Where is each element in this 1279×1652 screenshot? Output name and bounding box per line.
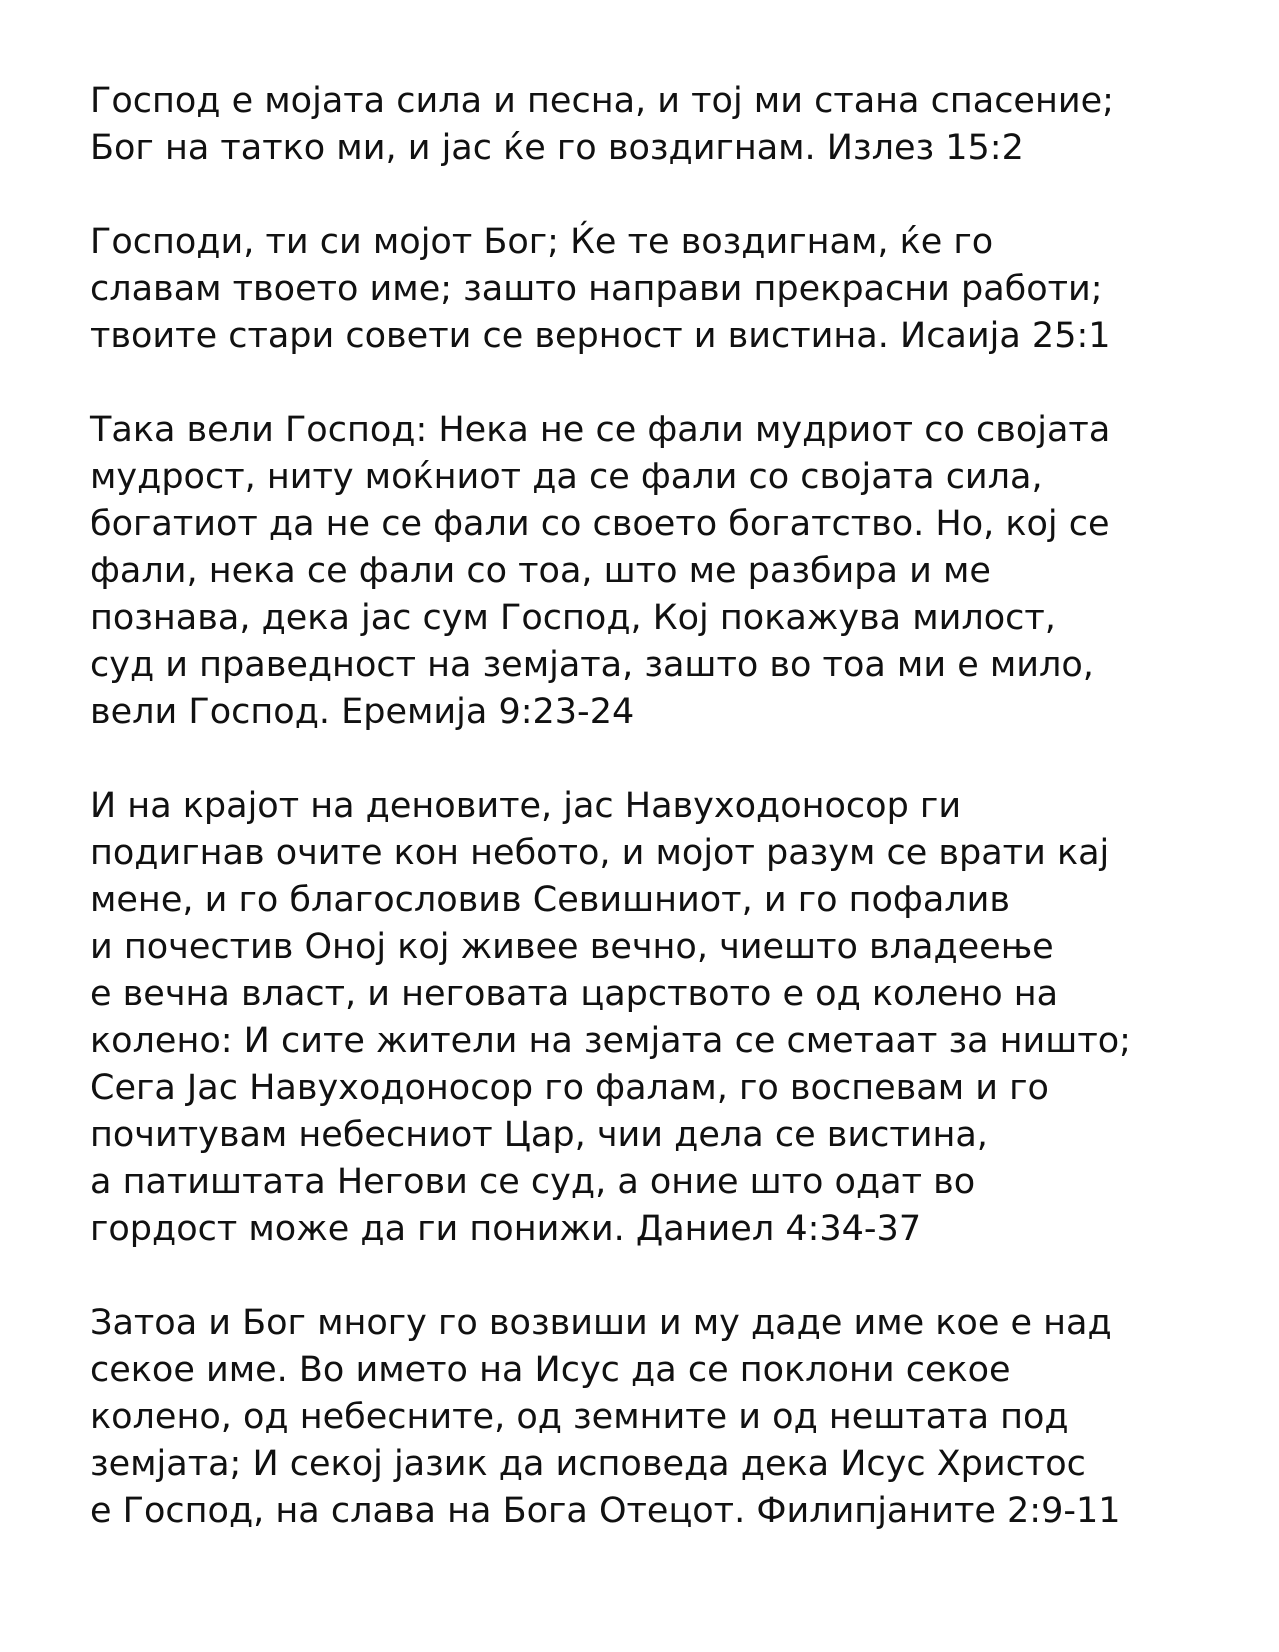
text-line: богатиот да не се фали со своето богатство. Но, кој се bbox=[90, 504, 1110, 544]
text-line: колено: И сите жители на земјата се сметаат за ништо; bbox=[90, 1021, 1131, 1061]
text-line: секое име. Во името на Исус да се поклони секое bbox=[90, 1350, 1011, 1390]
text-line: Бог на татко ми, и јас ќе го воздигнам. Излез 15:2 bbox=[90, 128, 1024, 168]
text-line: мене, и го благословив Севишниот, и го пофалив bbox=[90, 880, 1011, 920]
text-line: фали, нека се фали со тоа, што ме разбира и ме bbox=[90, 551, 991, 591]
verse-paragraph bbox=[90, 219, 1260, 360]
text-line: Така вели Господ: Нека не се фали мудриот со својата bbox=[90, 410, 1111, 450]
text-line: И на крајот на деновите, јас Навуходоносор ги bbox=[90, 786, 962, 826]
verse-paragraph bbox=[90, 1300, 1260, 1535]
text-line: Господи, ти си мојот Бог; Ќе те воздигнам, ќе го bbox=[90, 222, 994, 262]
text-line: е Господ, на слава на Бога Отецот. Филипјаните 2:9-11 bbox=[90, 1491, 1121, 1531]
verse-paragraph bbox=[90, 407, 1260, 736]
text-line: Господ е мојата сила и песна, и тој ми стана спасение; bbox=[90, 81, 1114, 121]
text-line: а патиштата Негови се суд, а оние што одат во bbox=[90, 1162, 976, 1202]
verse-paragraph bbox=[90, 783, 1260, 1253]
text-line: Затоа и Бог многу го возвиши и му даде име кое е над bbox=[90, 1303, 1112, 1343]
text-line: твоите стари совети се верност и вистина. Исаија 25:1 bbox=[90, 316, 1111, 356]
text-line: познава, дека јас сум Господ, Кој покажува милост, bbox=[90, 598, 1056, 638]
text-line: и почестив Оној кој живее вечно, чиешто владеење bbox=[90, 927, 1054, 967]
text-line: земјата; И секој јазик да исповеда дека Исус Христос bbox=[90, 1444, 1086, 1484]
verse-paragraph bbox=[90, 78, 1260, 172]
text-line: колено, од небесните, од земните и од нештата под bbox=[90, 1397, 1069, 1437]
text-line: мудрост, ниту моќниот да се фали со својата сила, bbox=[90, 457, 1043, 497]
text-line: подигнав очите кон небото, и мојот разум се врати кај bbox=[90, 833, 1110, 873]
text-line: славам твоето име; зашто направи прекрасни работи; bbox=[90, 269, 1103, 309]
text-line: е вечна власт, и неговата царството е од колено на bbox=[90, 974, 1059, 1014]
document-page bbox=[90, 78, 1260, 1582]
text-line: почитувам небесниот Цар, чии дела се вистина, bbox=[90, 1115, 988, 1155]
text-line: гордост може да ги понижи. Даниел 4:34-37 bbox=[90, 1209, 922, 1249]
text-line: суд и праведност на земјата, зашто во тоа ми е мило, bbox=[90, 645, 1094, 685]
text-line: Сега Јас Навуходоносор го фалам, го воспевам и го bbox=[90, 1068, 1049, 1108]
text-line: вели Господ. Еремија 9:23-24 bbox=[90, 692, 635, 732]
